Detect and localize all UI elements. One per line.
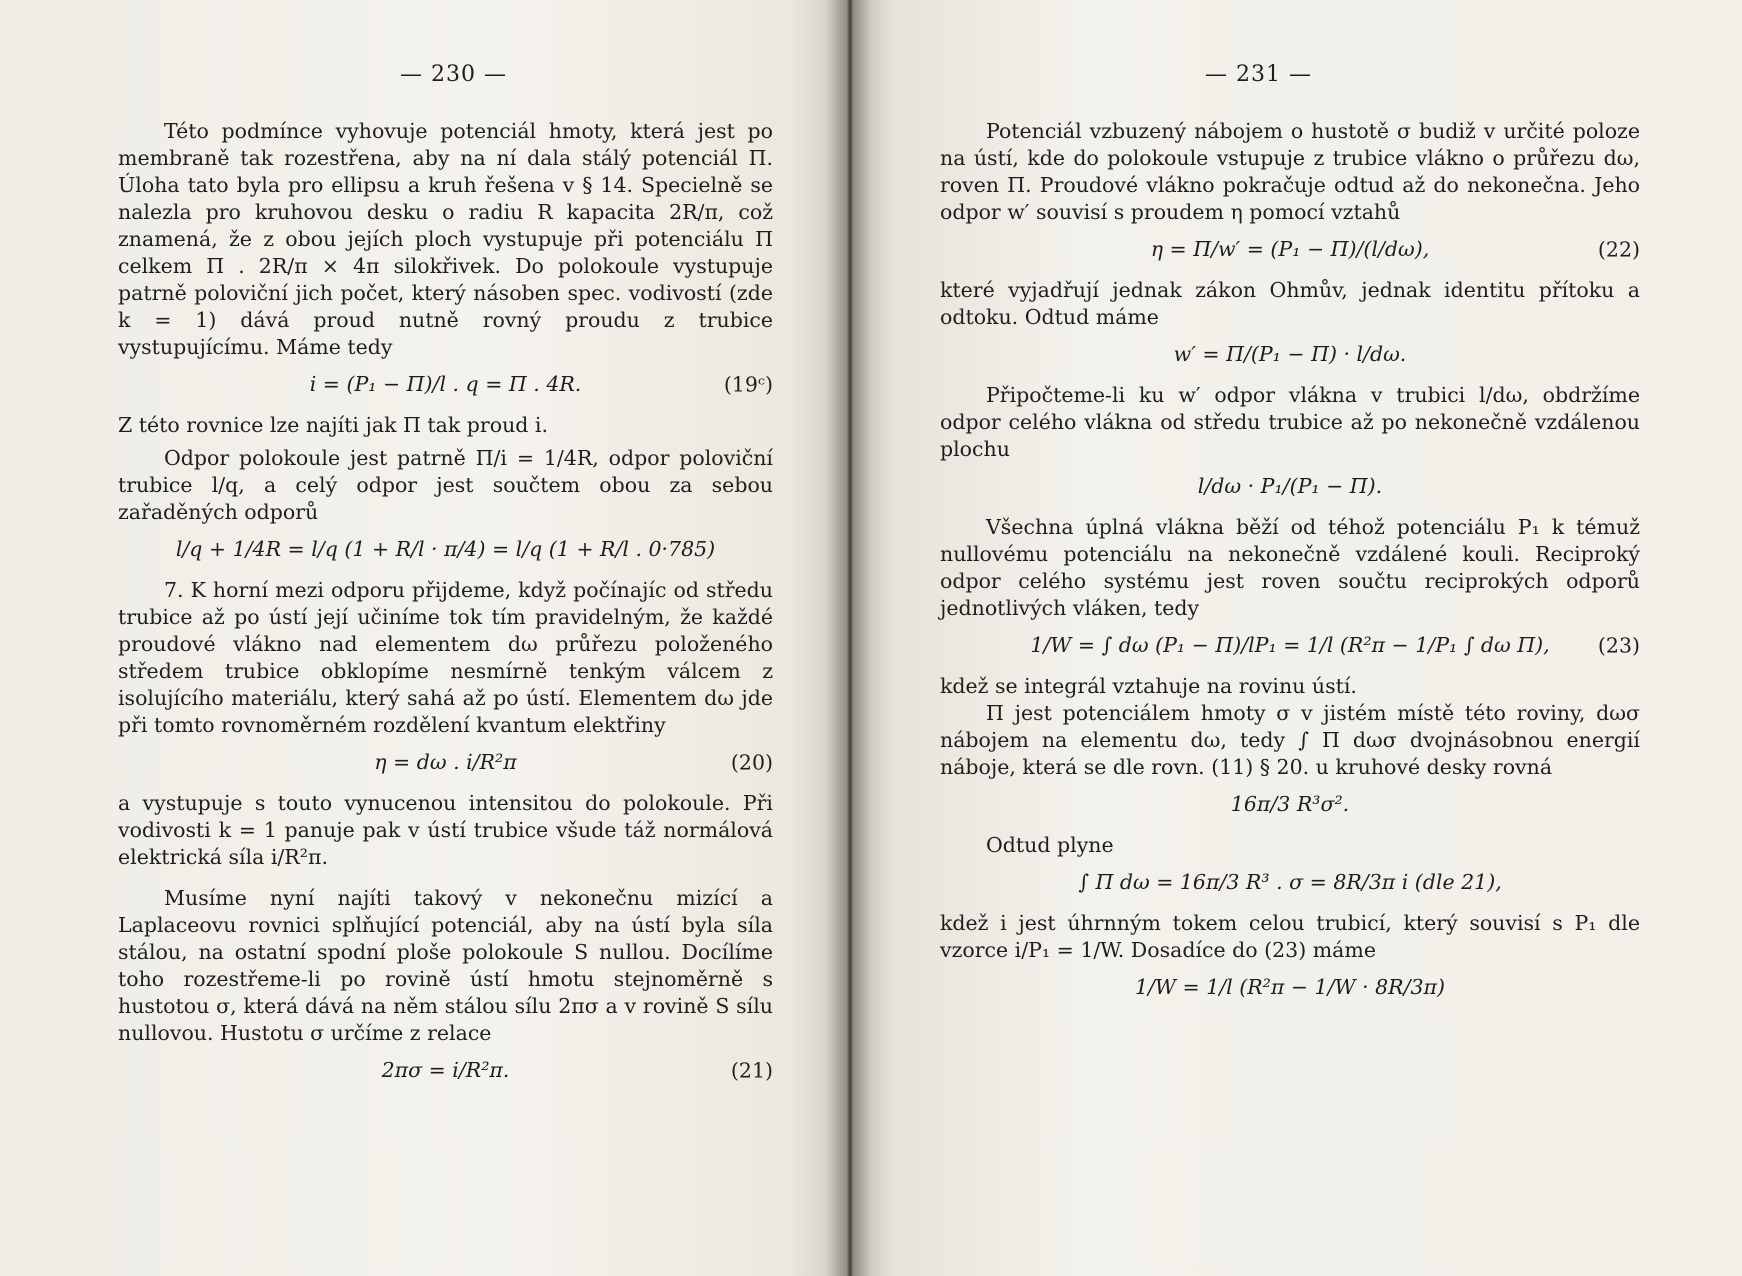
paragraph: Musíme nyní najíti takový v nekonečnu mizící a Laplaceovu rovnici splňující potenciál, aby na ústí byla síla stálou, na ostatní spodní ploše polokoule S nullou. Docílíme toho rozestřeme-li po rovině ústí hmotu stejnoměrně s hustotou σ, která dává na něm stálou sílu 2πσ a v rovině S sílu nullovou. Hustotu σ určíme z relace [118,886,773,1045]
right-page [850,0,1742,1276]
equation-body: 1/W = ∫ dω (P₁ − Π)/lP₁ = 1/l (R²π − 1/P₁ ∫ dω Π), [1030,633,1550,657]
equation-number: (21) [730,1058,773,1082]
equation-body: η = Π/w′ = (P₁ − Π)/(l/dω), [1150,237,1430,261]
paragraph: Odtud plyne [986,833,1114,857]
paragraph: které vyjadřují jednak zákon Ohmův, jednak identitu přítoku a odtoku. Odtud máme [940,278,1640,329]
equation-body: 2πσ = i/R²π. [381,1058,510,1082]
equation-final [940,974,1640,1001]
page-number-right: — 231 — [1205,62,1312,87]
paragraph: Odpor polokoule jest patrně Π/i = 1/4R, odpor poloviční trubice l/q, a celý odpor jest součtem obou za sebou zařaděných odporů [118,446,773,524]
equation-body: 16π/3 R³σ². [1230,792,1350,816]
page-number-left: — 230 — [400,62,507,87]
equation-number: (23) [1597,633,1640,657]
equation-23 [940,632,1640,659]
equation-integral [940,869,1640,896]
paragraph: Všechna úplná vlákna běží od téhož potenciálu P₁ k témuž nullovému potenciálu na nekonečně vzdálené kouli. Reciproký odpor celého systému jest roven součtu reciprokých odporů jednotlivých vláken, tedy [940,515,1640,620]
equation-w-prime [940,341,1640,368]
paragraph: Z této rovnice lze najíti jak Π tak proud i. [118,413,548,437]
paragraph: Této podmínce vyhovuje potenciál hmoty, která jest po membraně tak rozestřena, aby na ní dala stálý potenciál Π. Úloha tato byla pro ellipsu a kruh řešena v § 14. Specielně se nalezla pro kruhovou desku o radiu R kapacita 2R/π, což znamená, že z obou jejích ploch vystupuje při potenciálu Π celkem Π . 2R/π × 4π silokřivek. Do polokoule vystupuje patrně poloviční jich počet, který násoben spec. vodivostí (zde k = 1) dává proud nutně rovný proudu z trubice vystupujícímu. Máme tedy [118,119,773,359]
left-page-text [118,118,773,1098]
paragraph: kdež i jest úhrnným tokem celou trubicí, který souvisí s P₁ dle vzorce i/P₁ = 1/W. Dosadíce do (23) máme [940,911,1640,962]
equation-resistance-sum [118,536,773,563]
left-page [0,0,850,1276]
equation-body: 1/W = 1/l (R²π − 1/W · 8R/3π) [1134,975,1446,999]
equation-body: l/dω · P₁/(P₁ − Π). [1197,474,1383,498]
equation-body: l/q + 1/4R = l/q (1 + R/l · π/4) = l/q (1 + R/l . 0·785) [175,537,716,561]
equation-total-resistance [940,473,1640,500]
right-page-text [940,118,1640,1015]
equation-19c [118,371,773,398]
paragraph: kdež se integrál vztahuje na rovinu ústí. [940,674,1357,698]
book-gutter [826,0,872,1276]
paragraph: 7. K horní mezi odporu přijdeme, když počínajíc od středu trubice až po ústí její učiníme tok tím pravidelným, že každé proudové vlákno nad elementem dω průřezu položeného středem trubice obklopíme nesmírně tenkým válcem z isolujícího materiálu, který sahá až po ústí. Elementem dω jde při tomto rovnoměrném rozdělení kvantum elektřiny [118,578,773,737]
equation-20 [118,749,773,776]
equation-number: (19ᶜ) [723,372,773,396]
equation-body: i = (P₁ − Π)/l . q = Π . 4R. [309,372,582,396]
equation-22 [940,236,1640,263]
paragraph: Potenciál vzbuzený nábojem o hustotě σ budiž v určité poloze na ústí, kde do polokoule vstupuje z trubice vlákno o průřezu dω, roven Π. Proudové vlákno pokračuje odtud až do nekonečna. Jeho odpor w′ souvisí s proudem η pomocí vztahů [940,119,1640,224]
equation-number: (20) [730,750,773,774]
equation-energy [940,791,1640,818]
paragraph: Připočteme-li ku w′ odpor vlákna v trubici l/dω, obdržíme odpor celého vlákna od středu trubice až po nekonečně vzdálenou plochu [940,383,1640,461]
equation-body: η = dω . i/R²π [374,750,517,774]
paragraph: Π jest potenciálem hmoty σ v jistém místě této roviny, dωσ nábojem na elementu dω, tedy ∫ Π dωσ dvojnásobnou energií náboje, která se dle rovn. (11) § 20. u kruhové desky rovná [940,701,1640,779]
equation-number: (22) [1597,237,1640,261]
equation-body: w′ = Π/(P₁ − Π) · l/dω. [1173,342,1407,366]
equation-body: ∫ Π dω = 16π/3 R³ . σ = 8R/3π i (dle 21), [1078,870,1502,894]
paragraph: a vystupuje s touto vynucenou intensitou do polokoule. Při vodivosti k = 1 panuje pak v ústí trubice všude táž normálová elektrická síla i/R²π. [118,791,773,869]
equation-21 [118,1057,773,1084]
